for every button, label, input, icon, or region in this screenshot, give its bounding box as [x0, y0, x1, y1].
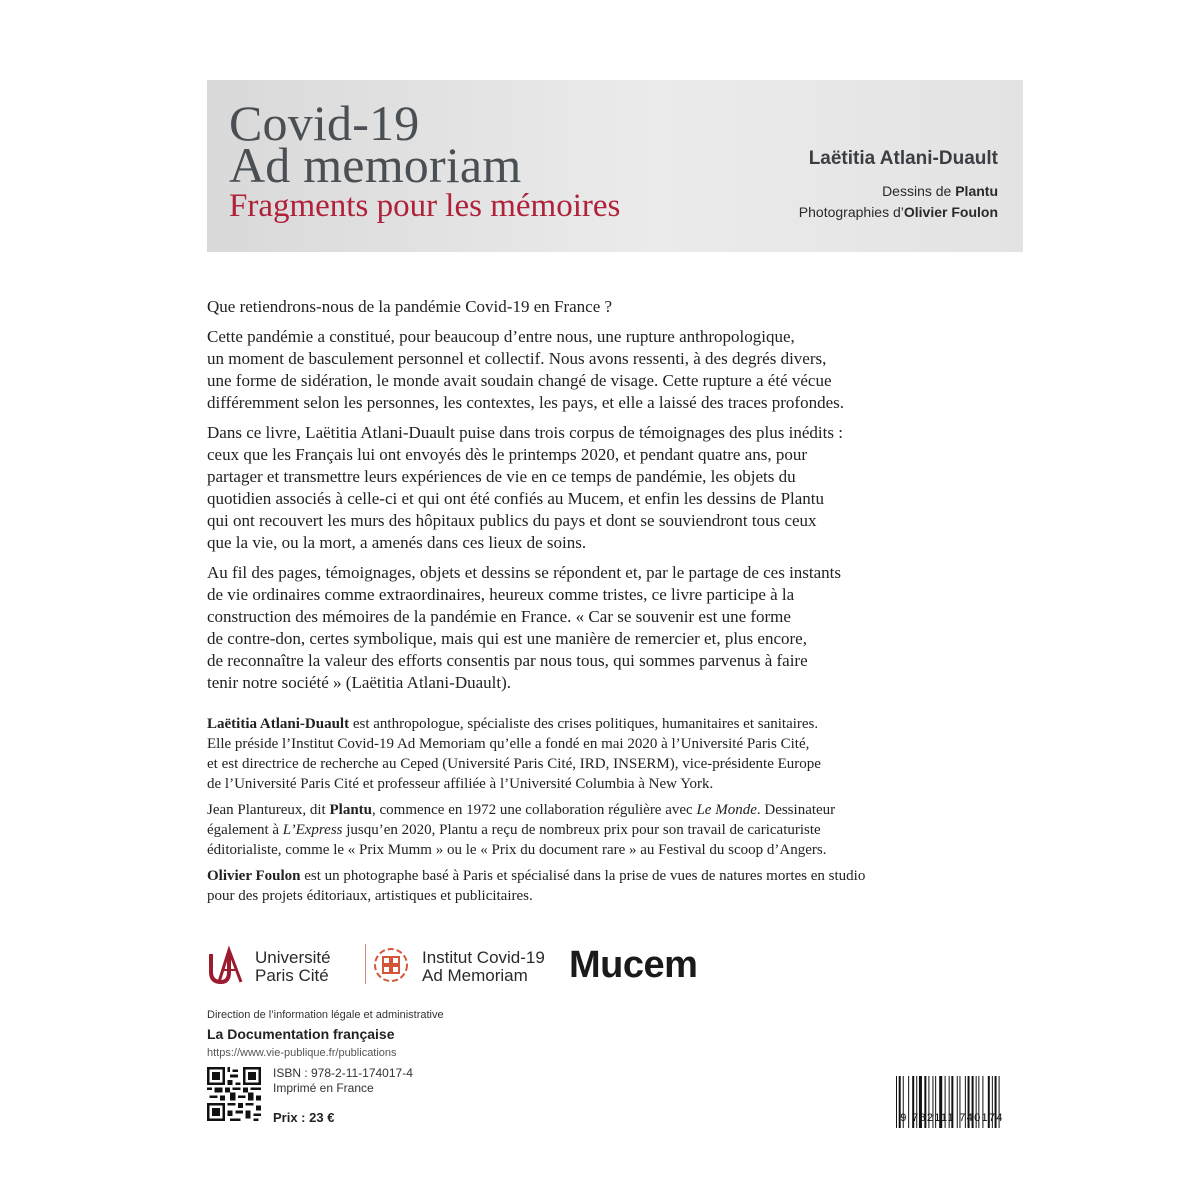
printed-in: Imprimé en France — [273, 1081, 374, 1095]
bio-plantu — [207, 800, 997, 860]
blurb-line: de vie ordinaires comme extraordinaires, heureux comme tristes, ce livre participe à la — [207, 585, 795, 604]
bio-author — [207, 714, 997, 794]
logo-divider — [365, 944, 366, 984]
up-line1: Université — [255, 948, 331, 967]
photos-name: Olivier Foulon — [903, 204, 998, 220]
blurb-line: partager et transmettre leurs expériences de vie en ce temps de pandémie, les objets du — [207, 467, 796, 486]
blurb-line: qui ont recouvert les murs des hôpitaux publics du pays et dont se souviendront tous ceux — [207, 511, 817, 530]
universite-paris-cite-logo — [207, 946, 347, 986]
blurb-line: de contre-don, certes symbolique, mais qui est une manière de remercier et, plus encore, — [207, 629, 807, 648]
bio-text: Jean Plantureux, dit — [207, 802, 330, 818]
blurb-line: Cette pandémie a constitué, pour beaucoup d’entre nous, une rupture anthropologique, — [207, 327, 795, 346]
inst-line1: Institut Covid-19 — [422, 948, 545, 967]
institut-covid19-icon — [372, 946, 410, 984]
bio-line: Elle préside l’Institut Covid-19 Ad Memoriam qu’elle a fondé en mai 2020 à l’Université Paris Cité, — [207, 736, 810, 752]
blurb-line: de reconnaître la valeur des efforts consentis par nous tous, qui sommes parvenus à faire — [207, 651, 808, 670]
blurb-paragraph-2 — [207, 326, 997, 414]
blurb-line: Au fil des pages, témoignages, objets et dessins se répondent et, par le partage de ces instants — [207, 563, 842, 582]
blurb-line: ceux que les Français lui ont envoyés dès le printemps 2020, et pendant quatre ans, pour — [207, 445, 808, 464]
blurb-line: différemment selon les personnes, les contextes, les pays, et elle a laissé des traces profondes. — [207, 393, 844, 412]
price: Prix : 23 € — [273, 1110, 335, 1125]
book-title-line2: Ad memoriam — [229, 137, 522, 193]
bio-text: . Dessinateur — [756, 802, 836, 818]
book-subtitle: Fragments pour les mémoires — [229, 188, 621, 224]
publisher-name: La Documentation française — [207, 1026, 395, 1042]
bio-text: est anthropologue, spécialiste des crises politiques, humanitaires et sanitaires. — [349, 716, 819, 732]
drawings-credit — [882, 183, 998, 199]
blurb-line: une forme de sidération, le monde avait soudain changé de visage. Cette rupture a été vécue — [207, 371, 832, 390]
bio-text: , commence en 1972 une collaboration régulière avec — [372, 802, 697, 818]
contributor-bios — [207, 714, 997, 912]
newspaper-title: L’Express — [282, 822, 343, 838]
photos-prefix: Photographies d’ — [798, 204, 904, 220]
partner-logos — [207, 940, 767, 990]
blurb-paragraph-1 — [207, 296, 997, 318]
qr-code-icon[interactable] — [207, 1067, 261, 1121]
bio-line — [207, 800, 997, 820]
newspaper-title: Le Monde — [696, 802, 757, 818]
blurb-paragraph-4 — [207, 562, 997, 694]
blurb-line: que la vie, ou la mort, a amenés dans ces lieux de soins. — [207, 533, 587, 552]
drawings-name: Plantu — [955, 183, 998, 199]
blurb-line: quotidien associés à celle-ci et qui ont été confiés au Mucem, et enfin les dessins de Plantu — [207, 489, 825, 508]
drawings-prefix: Dessins de — [882, 183, 956, 199]
bio-text: également à — [207, 822, 283, 838]
publisher-url[interactable]: https://www.vie-publique.fr/publications — [207, 1047, 397, 1059]
bio-line — [207, 866, 997, 886]
bio-author-name: Laëtitia Atlani-Duault — [207, 716, 350, 732]
institut-covid19-wordmark — [422, 949, 545, 985]
publisher-info — [207, 1008, 444, 1060]
up-line2: Paris Cité — [255, 966, 329, 985]
universite-paris-cite-wordmark — [255, 949, 331, 985]
inst-line2: Ad Memoriam — [422, 966, 528, 985]
publisher-direction: Direction de l’information légale et administrative — [207, 1009, 444, 1021]
bio-line: pour des projets éditoriaux, artistiques et publicitaires. — [207, 888, 533, 904]
universite-paris-cite-icon — [207, 946, 243, 984]
bio-foulon — [207, 866, 997, 906]
cover-header-band — [207, 80, 1023, 252]
back-cover-blurb — [207, 296, 997, 702]
blurb-line: un moment de basculement personnel et collectif. Nous avons ressenti, à des degrés divers, — [207, 349, 827, 368]
blurb-line: Dans ce livre, Laëtitia Atlani-Duault puise dans trois corpus de témoignages des plus inédits : — [207, 423, 843, 442]
blurb-line: construction des mémoires de la pandémie en France. « Car se souvenir est une forme — [207, 607, 791, 626]
bio-foulon-name: Olivier Foulon — [207, 868, 301, 884]
bio-line — [207, 820, 997, 840]
institut-covid19-logo — [372, 946, 572, 986]
barcode-digits: 9 782111 740174 — [900, 1112, 1004, 1124]
blurb-line: tenir notre société » (Laëtitia Atlani-Duault). — [207, 673, 511, 692]
book-author: Laëtitia Atlani-Duault — [808, 148, 998, 169]
bio-line: de l’Université Paris Cité et professeur affiliée à l’Université Columbia à New York. — [207, 776, 714, 792]
bio-line: et est directrice de recherche au Ceped (Université Paris Cité, IRD, INSERM), vice-présidente Europe — [207, 756, 821, 772]
bio-text: est un photographe basé à Paris et spécialisé dans la prise de vues de natures mortes en studio — [300, 868, 866, 884]
mucem-logo: Mucem — [569, 944, 698, 986]
bio-plantu-name: Plantu — [329, 802, 372, 818]
bio-line — [207, 714, 997, 734]
blurb-paragraph-3 — [207, 422, 997, 554]
book-title-line1: Covid-19 — [229, 95, 420, 151]
blurb-line: Que retiendrons-nous de la pandémie Covid-19 en France ? — [207, 297, 613, 316]
isbn-block — [273, 1066, 413, 1096]
photos-credit — [799, 204, 998, 220]
bio-line: éditorialiste, comme le « Prix Mumm » ou le « Prix du document rare » au Festival du scoop d’Angers. — [207, 842, 827, 858]
bio-text: jusqu’en 2020, Plantu a reçu de nombreux prix pour son travail de caricaturiste — [342, 822, 821, 838]
isbn: ISBN : 978-2-11-174017-4 — [273, 1066, 413, 1080]
